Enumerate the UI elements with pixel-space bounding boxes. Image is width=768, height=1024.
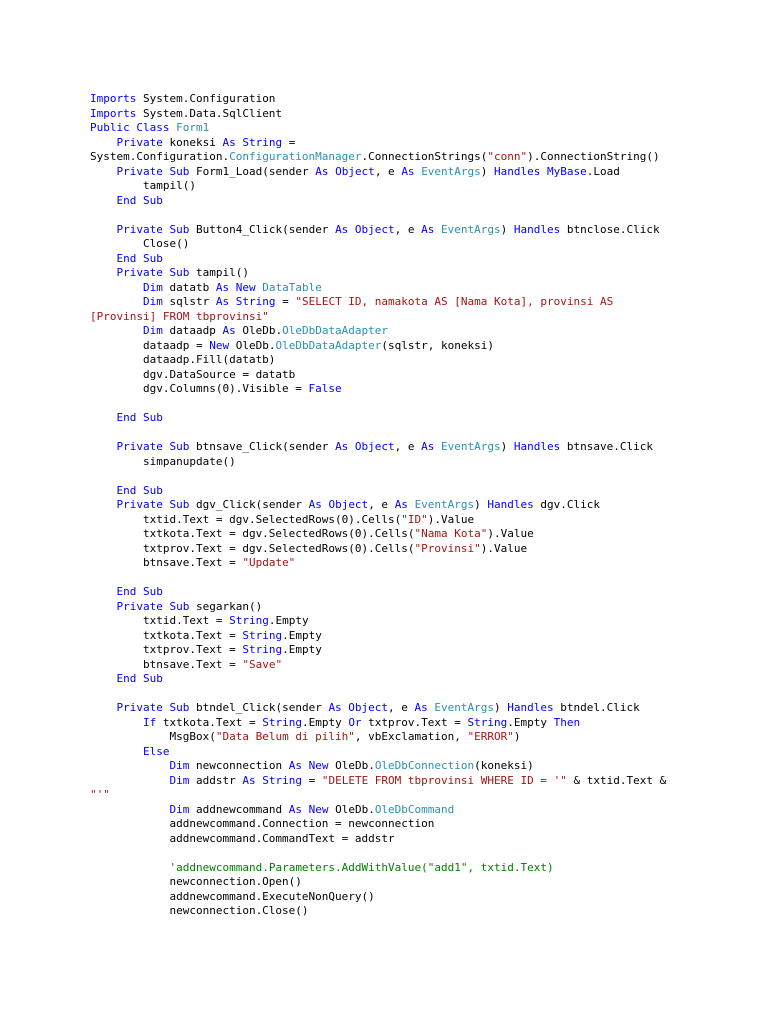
code-text: ) <box>513 730 521 743</box>
code-text <box>90 136 117 149</box>
code-line <box>90 788 760 803</box>
keyword-token: Dim <box>169 773 190 787</box>
code-text <box>90 600 117 613</box>
code-text: btnclose.Click <box>560 222 660 236</box>
type-token: OleDbDataAdapter <box>282 324 389 337</box>
keyword-token: As <box>421 440 435 453</box>
code-text: addnewcommand.CommandText = addstr <box>90 831 395 845</box>
code-text <box>90 498 117 511</box>
code-text: .Empty <box>282 628 322 642</box>
code-text: , e <box>368 498 395 511</box>
keyword-token: Dim <box>142 280 163 294</box>
code-line <box>90 629 760 644</box>
code-text: simpanupdate() <box>90 454 236 468</box>
keyword-token: Dim <box>169 802 190 816</box>
code-line <box>90 600 760 615</box>
keyword-token: Dim <box>169 759 190 772</box>
code-line <box>90 426 760 441</box>
code-text: addnewcommand.ExecuteNonQuery() <box>90 889 375 903</box>
code-line <box>90 324 760 339</box>
code-line <box>90 150 760 165</box>
keyword-token: If <box>142 715 157 729</box>
code-text: ) <box>500 440 514 453</box>
code-text <box>408 498 415 511</box>
keyword-token: Handles <box>487 498 534 511</box>
code-text: .Empty <box>301 715 349 729</box>
code-line <box>90 774 760 789</box>
code-text: OleDb. <box>328 802 375 816</box>
keyword-token: String <box>242 628 283 642</box>
code-text <box>90 440 117 453</box>
code-text: txtkota.Text = <box>90 628 243 642</box>
code-line <box>90 701 760 716</box>
code-text: addnewcommand.Connection = newconnection <box>90 817 435 830</box>
keyword-token: Public Class <box>90 121 170 134</box>
code-line <box>90 875 760 890</box>
code-text: btnsave.Text = <box>90 657 243 671</box>
code-line <box>90 658 760 673</box>
keyword-token: End Sub <box>116 251 163 265</box>
keyword-token: String <box>229 614 269 627</box>
code-text: dgv.Click <box>533 498 601 511</box>
type-token: EventArgs <box>441 222 501 236</box>
string-token: "Nama Kota" <box>414 527 488 540</box>
code-text: .Empty <box>507 715 554 729</box>
code-text: btndel_Click(sender <box>189 701 329 714</box>
code-text: txtprov.Text = <box>361 715 468 729</box>
code-text: ).Value <box>480 541 528 555</box>
code-line <box>90 353 760 368</box>
keyword-token: Private Sub <box>116 222 190 236</box>
code-text: ).ConnectionString() <box>527 150 660 163</box>
code-text: OleDb. <box>328 759 375 772</box>
code-line <box>90 295 760 310</box>
type-token: EventArgs <box>414 498 475 511</box>
keyword-token: End Sub <box>116 585 163 598</box>
code-text: newconnection.Open() <box>90 875 302 888</box>
code-line <box>90 643 760 658</box>
code-text <box>90 252 117 265</box>
code-line <box>90 832 760 847</box>
code-text: .Empty <box>282 643 322 656</box>
code-line <box>90 861 760 876</box>
code-text: = <box>275 295 296 308</box>
keyword-token: As Object <box>315 164 375 178</box>
string-token: "DELETE FROM tbprovinsi WHERE ID = '" <box>321 773 567 787</box>
code-line <box>90 904 760 919</box>
code-text: btnsave.Click <box>560 440 653 453</box>
string-token: "'" <box>90 788 110 801</box>
code-text: koneksi <box>162 135 223 149</box>
code-text: addnewcommand <box>189 802 289 816</box>
string-token: "conn" <box>487 150 528 163</box>
code-text <box>90 484 117 497</box>
code-text: dgv_Click(sender <box>189 498 309 511</box>
code-line <box>90 585 760 600</box>
code-text <box>90 585 117 598</box>
keyword-token: As Object <box>335 222 395 236</box>
code-text: Close() <box>90 237 190 250</box>
code-line <box>90 542 760 557</box>
keyword-token: As Object <box>335 440 395 453</box>
keyword-token: As <box>401 164 415 178</box>
type-token: EventArgs <box>441 440 501 453</box>
code-line <box>90 179 760 194</box>
code-text: (sqlstr, koneksi) <box>381 338 495 352</box>
string-token: "SELECT ID, namakota AS [Nama Kota], provinsi AS <box>295 295 614 308</box>
code-text: , e <box>388 701 415 714</box>
code-text: ).Value <box>427 512 475 526</box>
keyword-token: Handles <box>507 701 554 714</box>
keyword-token: End Sub <box>116 193 163 207</box>
keyword-token: Imports <box>90 106 137 120</box>
keyword-token: As New <box>215 280 256 294</box>
code-text: sqlstr <box>162 295 216 308</box>
code-text: .ConnectionStrings( <box>361 150 488 163</box>
code-line <box>90 136 760 151</box>
keyword-token: False <box>308 382 342 395</box>
keyword-token: As Object <box>308 498 369 511</box>
code-line <box>90 730 760 745</box>
string-token: "Data Belum di pilih" <box>215 730 355 743</box>
code-text: txtprov.Text = dgv.SelectedRows(0).Cells( <box>90 541 415 555</box>
keyword-token: Private Sub <box>116 266 190 279</box>
keyword-token: String <box>242 643 283 656</box>
code-text <box>90 194 117 207</box>
code-text <box>90 803 169 816</box>
code-line <box>90 252 760 267</box>
type-token: Form1 <box>176 121 210 134</box>
code-line <box>90 687 760 702</box>
keyword-token: Private Sub <box>116 498 190 511</box>
keyword-token: As <box>414 701 428 714</box>
keyword-token: String <box>467 715 508 729</box>
code-line <box>90 614 760 629</box>
code-text: OleDb. <box>229 338 276 352</box>
code-line <box>90 266 760 281</box>
code-text: MsgBox( <box>90 730 216 743</box>
code-line <box>90 339 760 354</box>
code-text: txtid.Text = dgv.SelectedRows(0).Cells( <box>90 512 402 526</box>
code-line <box>90 237 760 252</box>
keyword-token: As String <box>215 295 276 308</box>
code-text: tampil() <box>90 179 196 192</box>
keyword-token: Private Sub <box>116 701 190 714</box>
code-line <box>90 745 760 760</box>
keyword-token: As String <box>242 773 302 787</box>
code-text: addstr <box>189 773 243 787</box>
keyword-token: As New <box>288 802 329 816</box>
code-text: (koneksi) <box>474 759 534 772</box>
string-token: "ID" <box>401 512 428 526</box>
type-token: EventArgs <box>434 701 495 714</box>
code-text: txtprov.Text = <box>90 643 243 656</box>
keyword-token: As Object <box>328 701 389 714</box>
keyword-token: Then <box>553 715 581 729</box>
code-text: ) <box>474 498 488 511</box>
code-text: .Empty <box>268 614 309 627</box>
keyword-token: Handles <box>513 440 561 453</box>
code-text: ) <box>494 701 508 714</box>
keyword-token: Private Sub <box>116 164 190 178</box>
code-text: dataadp = <box>90 338 210 352</box>
code-line <box>90 310 760 325</box>
code-text: = <box>282 135 296 149</box>
code-text: newconnection.Close() <box>90 904 309 917</box>
code-line <box>90 208 760 223</box>
code-line <box>90 513 760 528</box>
keyword-token: Private Sub <box>116 440 190 453</box>
code-text <box>90 672 117 685</box>
code-line <box>90 498 760 513</box>
code-text: dataadp.Fill(datatb) <box>90 353 276 366</box>
keyword-token: Handles <box>513 222 561 236</box>
code-text: Form1_Load(sender <box>189 164 316 178</box>
code-line <box>90 672 760 687</box>
keyword-token: As <box>394 498 408 511</box>
code-text <box>90 774 169 787</box>
keyword-token: Dim <box>142 324 163 337</box>
comment-token: 'addnewcommand.Parameters.AddWithValue("add1", txtid.Text) <box>169 860 554 874</box>
code-line <box>90 455 760 470</box>
code-text: ) <box>500 222 514 236</box>
code-text: btndel.Click <box>553 701 640 714</box>
string-token: [Provinsi] FROM tbprovinsi" <box>90 309 269 323</box>
code-text: newconnection <box>189 759 289 772</box>
code-line <box>90 382 760 397</box>
code-text: & txtid.Text & <box>566 773 667 787</box>
code-text <box>90 223 117 236</box>
code-text <box>90 324 143 337</box>
code-text: dgv.DataSource = datatb <box>90 367 296 381</box>
code-line <box>90 165 760 180</box>
keyword-token: Or <box>348 715 362 729</box>
code-line <box>90 759 760 774</box>
code-text: segarkan() <box>189 599 263 613</box>
code-line <box>90 817 760 832</box>
keyword-token: As String <box>222 135 283 149</box>
keyword-token: As New <box>288 759 329 772</box>
code-text <box>90 281 143 294</box>
code-line <box>90 194 760 209</box>
type-token: ConfigurationManager <box>229 150 362 163</box>
code-text: = <box>301 773 322 787</box>
type-token: OleDbDataAdapter <box>275 338 382 352</box>
code-text: ) <box>480 164 495 178</box>
code-text: .Load <box>586 164 620 178</box>
code-text: , e <box>394 440 422 453</box>
code-text: btnsave.Text = <box>90 556 243 569</box>
code-text: dataadp <box>162 324 223 337</box>
code-text: , e <box>394 222 422 236</box>
code-line <box>90 469 760 484</box>
code-text: Button4_Click(sender <box>189 222 336 236</box>
code-text: txtkota.Text = dgv.SelectedRows(0).Cells( <box>90 527 415 540</box>
keyword-token: Private Sub <box>116 599 190 613</box>
type-token: DataTable <box>262 280 322 294</box>
string-token: "ERROR" <box>467 730 514 743</box>
code-line <box>90 411 760 426</box>
keyword-token: As <box>421 222 435 236</box>
code-line <box>90 92 760 107</box>
code-line <box>90 121 760 136</box>
code-text: txtkota.Text = <box>156 715 263 729</box>
code-text: , vbExclamation, <box>354 730 468 743</box>
keyword-token: New <box>209 338 230 352</box>
keyword-token: Imports <box>90 92 137 105</box>
code-line <box>90 890 760 905</box>
string-token: "Save" <box>242 657 283 671</box>
keyword-token: Handles MyBase <box>494 164 587 178</box>
code-text: ).Value <box>487 527 534 540</box>
string-token: "Provinsi" <box>414 541 481 555</box>
keyword-token: End Sub <box>116 411 163 424</box>
code-text: OleDb. <box>235 324 283 337</box>
code-text <box>90 411 117 424</box>
keyword-token: Dim <box>142 295 163 308</box>
code-line <box>90 846 760 861</box>
code-text <box>90 745 143 758</box>
code-text: btnsave_Click(sender <box>189 440 336 453</box>
keyword-token: Private <box>116 135 163 149</box>
keyword-token: Else <box>142 744 170 758</box>
code-document <box>90 92 760 919</box>
string-token: "Update" <box>242 556 296 569</box>
keyword-token: End Sub <box>116 672 163 685</box>
code-text <box>90 266 117 279</box>
code-text: datatb <box>162 280 216 294</box>
code-text: txtid.Text = <box>90 614 230 627</box>
code-text: dgv.Columns(0).Visible = <box>90 382 309 395</box>
code-line <box>90 281 760 296</box>
code-line <box>90 107 760 122</box>
type-token: OleDbConnection <box>374 759 475 772</box>
code-line <box>90 223 760 238</box>
code-text: tampil() <box>189 266 249 279</box>
code-text <box>90 295 143 308</box>
type-token: EventArgs <box>421 164 481 178</box>
code-line <box>90 440 760 455</box>
code-text: System.Configuration. <box>90 150 230 163</box>
code-line <box>90 484 760 499</box>
code-text <box>90 759 169 772</box>
code-text <box>90 701 117 714</box>
code-line <box>90 716 760 731</box>
keyword-token: End Sub <box>116 483 163 497</box>
code-line <box>90 556 760 571</box>
code-line <box>90 527 760 542</box>
code-line <box>90 571 760 586</box>
keyword-token: As <box>222 324 236 337</box>
type-token: OleDbCommand <box>374 802 455 816</box>
code-line <box>90 397 760 412</box>
code-text: System.Data.SqlClient <box>136 106 283 120</box>
code-text: System.Configuration <box>136 92 276 105</box>
keyword-token: String <box>262 715 302 729</box>
code-text <box>90 716 143 729</box>
code-line <box>90 368 760 383</box>
code-text <box>90 861 169 874</box>
code-text <box>90 165 117 178</box>
code-text: , e <box>374 164 402 178</box>
code-line <box>90 803 760 818</box>
